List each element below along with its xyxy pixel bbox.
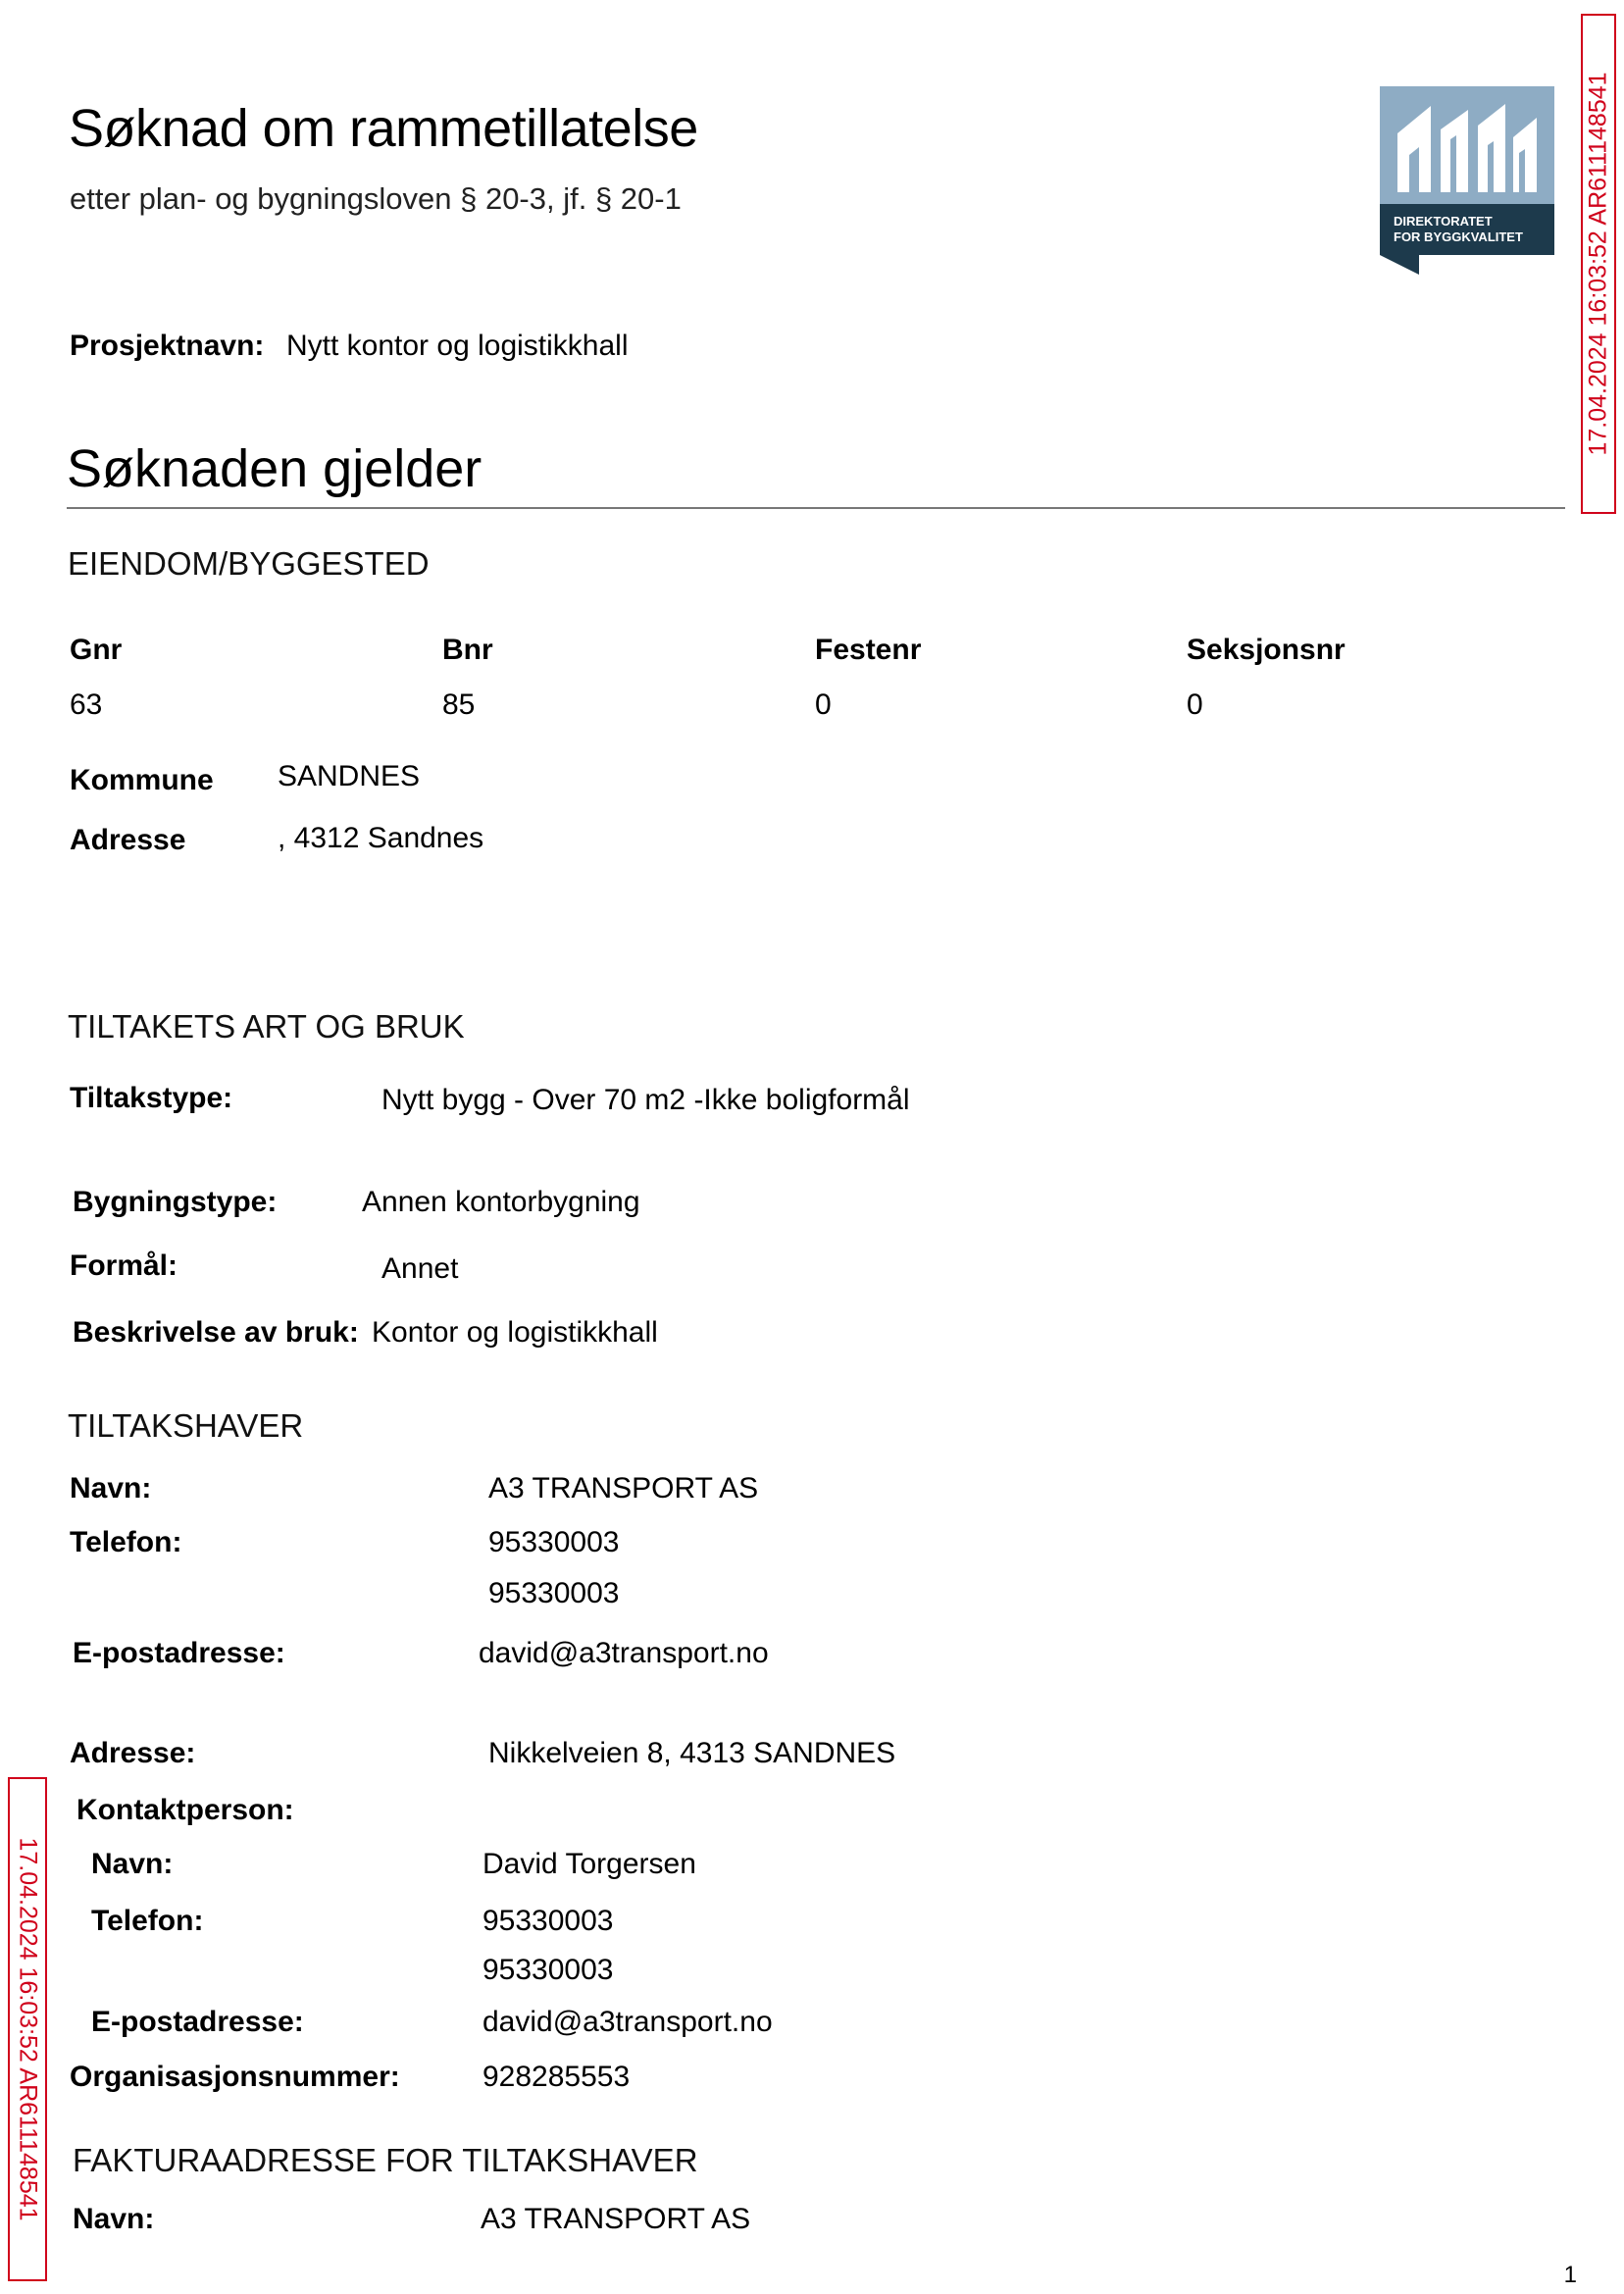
- tiltakshaver-epost-value: david@a3transport.no: [479, 1637, 769, 1669]
- bnr-label: Bnr: [442, 634, 493, 666]
- logo-text-line1: DIREKTORATET: [1394, 214, 1493, 229]
- page-title: Søknad om rammetillatelse: [69, 99, 698, 158]
- kontaktperson-navn-label: Navn:: [91, 1848, 174, 1880]
- kontaktperson-navn-value: David Torgersen: [482, 1848, 696, 1880]
- logo-text-line2: FOR BYGGKVALITET: [1394, 229, 1523, 244]
- tiltakshaver-epost-label: E-postadresse:: [73, 1637, 285, 1669]
- bnr-value: 85: [442, 688, 476, 721]
- project-name-value: Nytt kontor og logistikkhall: [286, 330, 629, 362]
- orgnr-label: Organisasjonsnummer:: [70, 2061, 400, 2093]
- tiltakshaver-adresse-value: Nikkelveien 8, 4313 SANDNES: [488, 1737, 896, 1769]
- beskrivelse-label: Beskrivelse av bruk:: [73, 1316, 359, 1349]
- festenr-value: 0: [815, 688, 832, 721]
- tiltakshaver-adresse-label: Adresse:: [70, 1737, 196, 1769]
- gnr-value: 63: [70, 688, 103, 721]
- bygningstype-label: Bygningstype:: [73, 1186, 278, 1218]
- date-stamp-side: [8, 1777, 47, 2281]
- date-stamp-side-text: 17.04.2024 16:03:52 AR611148541: [14, 1837, 42, 2221]
- kommune-value: SANDNES: [278, 760, 421, 792]
- kontaktperson-epost-value: david@a3transport.no: [482, 2006, 773, 2038]
- gnr-label: Gnr: [70, 634, 123, 666]
- tiltakstype-value: Nytt bygg - Over 70 m2 -Ikke boligformål: [381, 1084, 910, 1116]
- faktura-navn-value: A3 TRANSPORT AS: [481, 2203, 751, 2235]
- page-subtitle: etter plan- og bygningsloven § 20-3, jf. § 20-1: [70, 181, 682, 216]
- tiltak-heading: TILTAKETS ART OG BRUK: [68, 1008, 465, 1045]
- faktura-navn-label: Navn:: [73, 2203, 155, 2235]
- adresse-label: Adresse: [70, 824, 186, 856]
- bygningstype-value: Annen kontorbygning: [362, 1186, 640, 1218]
- section-title: Søknaden gjelder: [67, 439, 482, 498]
- kommune-label: Kommune: [70, 764, 214, 796]
- seksjonsnr-value: 0: [1187, 688, 1203, 721]
- kontaktperson-label: Kontaktperson:: [76, 1794, 294, 1826]
- tiltakstype-label: Tiltakstype:: [70, 1082, 233, 1114]
- page-number: 1: [1563, 2262, 1577, 2288]
- tiltakshaver-navn-value: A3 TRANSPORT AS: [488, 1472, 759, 1504]
- dibk-logo: [1380, 86, 1554, 275]
- kontaktperson-telefon-value-1: 95330003: [482, 1905, 614, 1937]
- adresse-value: , 4312 Sandnes: [278, 822, 484, 854]
- section-divider: [67, 507, 1565, 509]
- date-stamp-top: [1581, 14, 1616, 514]
- date-stamp-top-text: 17.04.2024 16:03:52 AR611148541: [1584, 72, 1612, 456]
- tiltakshaver-telefon-value-1: 95330003: [488, 1526, 620, 1558]
- kontaktperson-telefon-value-2: 95330003: [482, 1954, 614, 1986]
- tiltakshaver-heading: TILTAKSHAVER: [68, 1407, 304, 1444]
- dibk-logo-icon: [1380, 86, 1554, 275]
- seksjonsnr-label: Seksjonsnr: [1187, 634, 1345, 666]
- beskrivelse-value: Kontor og logistikkhall: [372, 1316, 658, 1349]
- festenr-label: Festenr: [815, 634, 922, 666]
- kontaktperson-telefon-label: Telefon:: [91, 1905, 204, 1937]
- kontaktperson-epost-label: E-postadresse:: [91, 2006, 304, 2038]
- project-name-label: Prosjektnavn:: [70, 330, 265, 362]
- tiltakshaver-navn-label: Navn:: [70, 1472, 152, 1504]
- formal-label: Formål:: [70, 1249, 178, 1282]
- formal-value: Annet: [381, 1252, 459, 1285]
- faktura-heading: FAKTURAADRESSE FOR TILTAKSHAVER: [73, 2142, 698, 2178]
- tiltakshaver-telefon-label: Telefon:: [70, 1526, 182, 1558]
- eiendom-heading: EIENDOM/BYGGESTED: [68, 545, 430, 582]
- tiltakshaver-telefon-value-2: 95330003: [488, 1577, 620, 1609]
- orgnr-value: 928285553: [482, 2061, 631, 2093]
